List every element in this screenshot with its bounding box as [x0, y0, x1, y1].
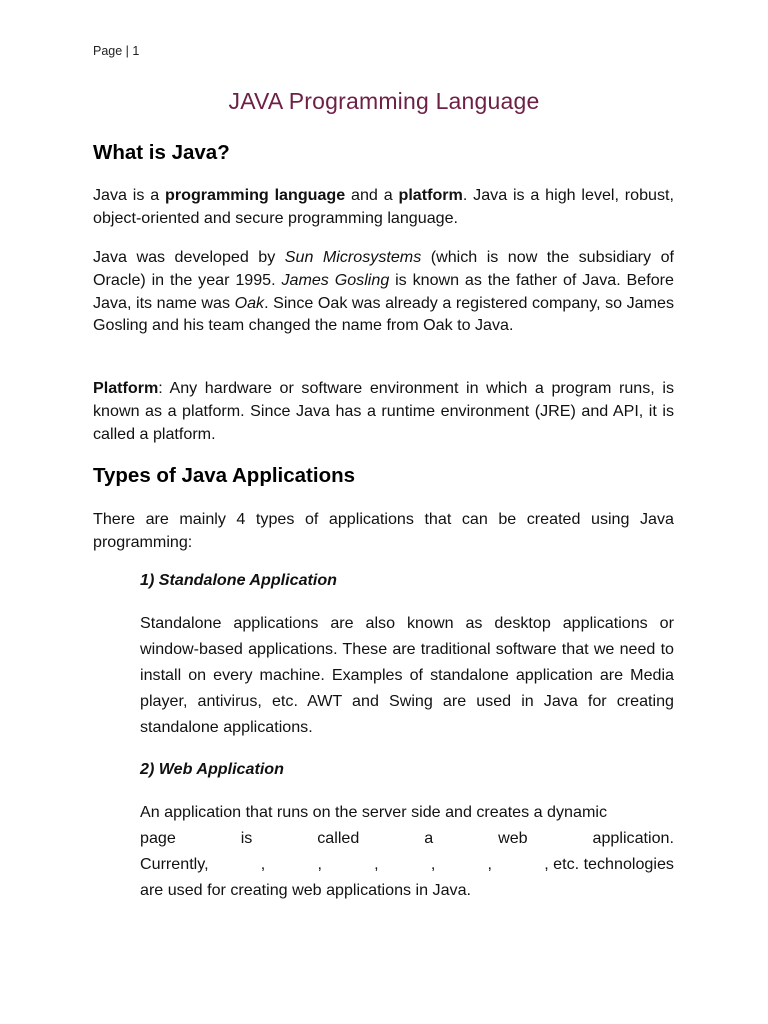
paragraph-web: [140, 799, 674, 903]
paragraph-types-intro: There are mainly 4 types of applications that can be created using Java programming:: [93, 510, 674, 551]
web-line-1: An application that runs on the server side and creates a dynamic: [140, 803, 607, 821]
paragraph-intro: Java is a programming language and a platform. Java is a high level, robust, object-oriented and secure programming language.: [93, 186, 675, 227]
paragraph-platform: Platform: Any hardware or software environment in which a program runs, is known as a platform. Since Java has a runtime environment (JRE) and API, it is called a platform.: [93, 379, 674, 443]
document-title: JAVA Programming Language: [228, 88, 540, 114]
web-line-2: page is called a web application.: [140, 829, 674, 847]
page-number: Page | 1: [93, 44, 140, 58]
paragraph-history: Java was developed by Sun Microsystems (which is now the subsidiary of Oracle) in the year 1995. James Gosling is known as the father of Java. Before Java, its name was Oak. Since Oak was already a registered company, so James Gosling and his team changed the name from Oak to Java.: [93, 248, 674, 335]
heading-what-is-java: What is Java?: [93, 141, 230, 164]
paragraph-standalone: Standalone applications are also known as desktop applications or window-based applications. These are traditional software that we need to install on every machine. Examples of standalone application are Media player, antivirus, etc. AWT and Swing are used in Java for creating standalone applications.: [140, 614, 674, 736]
heading-types-of-applications: Types of Java Applications: [93, 464, 356, 487]
web-line-3: Currently, , , , , , , etc. technologies: [140, 855, 674, 873]
web-line-4: are used for creating web applications in Java.: [140, 881, 472, 899]
heading-standalone-application: 1) Standalone Application: [140, 571, 338, 589]
heading-web-application: 2) Web Application: [140, 760, 284, 778]
